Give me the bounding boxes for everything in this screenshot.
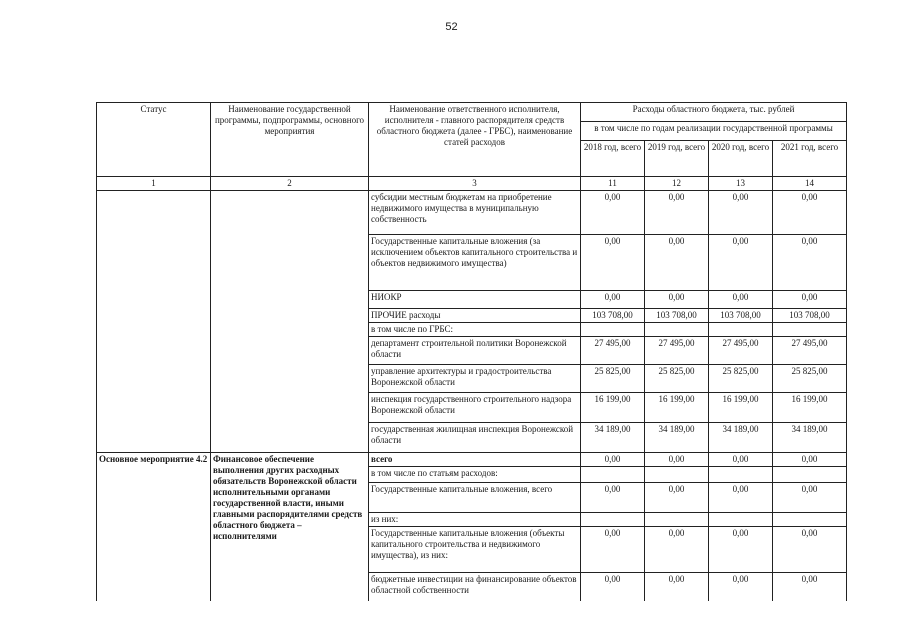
main-activity-status: Основное мероприятие 4.2 [97, 453, 211, 601]
value-cell: 0,00 [709, 191, 773, 235]
value-cell: 0,00 [645, 573, 709, 601]
column-number: 11 [581, 177, 645, 191]
value-cell [709, 323, 773, 337]
value-cell: 0,00 [645, 527, 709, 573]
row-label: Государственные капитальные вложения, всего [369, 483, 581, 513]
header-year: 2020 год, всего [709, 141, 773, 177]
row-label: управление архитектуры и градостроительства Воронежской области [369, 365, 581, 393]
row-label: Государственные капитальные вложения (за исключением объектов капитального строительства и объектов недвижимого имущества) [369, 235, 581, 291]
value-cell: 0,00 [709, 483, 773, 513]
column-number: 13 [709, 177, 773, 191]
value-cell [709, 467, 773, 483]
value-cell: 0,00 [709, 291, 773, 309]
value-cell: 0,00 [645, 291, 709, 309]
value-cell: 16 199,00 [645, 393, 709, 423]
value-cell: 34 189,00 [773, 423, 847, 453]
value-cell [773, 467, 847, 483]
value-cell: 0,00 [709, 527, 773, 573]
row-label: департамент строительной политики Воронежской области [369, 337, 581, 365]
header-year: 2019 год, всего [645, 141, 709, 177]
value-cell: 0,00 [645, 483, 709, 513]
value-cell: 25 825,00 [581, 365, 645, 393]
value-cell [645, 513, 709, 527]
value-cell: 0,00 [645, 235, 709, 291]
header-year: 2021 год, всего [773, 141, 847, 177]
value-cell: 0,00 [581, 235, 645, 291]
value-cell: 103 708,00 [581, 309, 645, 323]
value-cell: 0,00 [581, 527, 645, 573]
row-label: из них: [369, 513, 581, 527]
value-cell: 0,00 [773, 483, 847, 513]
row-label: государственная жилищная инспекция Воронежской области [369, 423, 581, 453]
value-cell: 0,00 [581, 483, 645, 513]
value-cell: 0,00 [645, 191, 709, 235]
value-cell: 0,00 [773, 527, 847, 573]
value-cell: 0,00 [581, 453, 645, 467]
value-cell: 0,00 [645, 453, 709, 467]
value-cell [709, 513, 773, 527]
header-program-name: Наименование государственной программы, подпрограммы, основного мероприятия [211, 103, 369, 177]
value-cell [581, 513, 645, 527]
value-cell: 0,00 [709, 573, 773, 601]
row-label: всего [369, 453, 581, 467]
value-cell: 0,00 [709, 235, 773, 291]
value-cell: 34 189,00 [709, 423, 773, 453]
value-cell: 16 199,00 [773, 393, 847, 423]
value-cell: 25 825,00 [645, 365, 709, 393]
header-expenses-title: Расходы областного бюджета, тыс. рублей [581, 103, 847, 122]
header-year: 2018 год, всего [581, 141, 645, 177]
value-cell: 0,00 [773, 573, 847, 601]
value-cell [645, 323, 709, 337]
value-cell: 0,00 [773, 291, 847, 309]
program-name-cell [211, 191, 369, 453]
status-cell [97, 191, 211, 453]
row-label: бюджетные инвестиции на финансирование объектов областной собственности [369, 573, 581, 601]
row-label: субсидии местным бюджетам на приобретение недвижимого имущества в муниципальную собственность [369, 191, 581, 235]
row-label: ПРОЧИЕ расходы [369, 309, 581, 323]
value-cell: 16 199,00 [581, 393, 645, 423]
row-label: в том числе по статьям расходов: [369, 467, 581, 483]
value-cell: 25 825,00 [709, 365, 773, 393]
column-number: 3 [369, 177, 581, 191]
value-cell: 103 708,00 [773, 309, 847, 323]
value-cell: 103 708,00 [645, 309, 709, 323]
value-cell: 34 189,00 [581, 423, 645, 453]
row-label: НИОКР [369, 291, 581, 309]
value-cell: 0,00 [709, 453, 773, 467]
header-executor: Наименование ответственного исполнителя, исполнителя - главного распорядителя средств областного бюджета (далее - ГРБС), наименование статей расходов [369, 103, 581, 177]
value-cell [773, 323, 847, 337]
row-label: в том числе по ГРБС: [369, 323, 581, 337]
value-cell [773, 513, 847, 527]
value-cell: 27 495,00 [709, 337, 773, 365]
table-row [97, 453, 847, 467]
value-cell: 34 189,00 [645, 423, 709, 453]
value-cell: 0,00 [581, 573, 645, 601]
value-cell: 0,00 [581, 291, 645, 309]
column-number: 14 [773, 177, 847, 191]
value-cell: 27 495,00 [645, 337, 709, 365]
value-cell [581, 323, 645, 337]
value-cell: 16 199,00 [709, 393, 773, 423]
value-cell [645, 467, 709, 483]
main-activity-name: Финансовое обеспечение выполнения других расходных обязательств Воронежской области исполнительными органами государственной власти, иными главными распорядителями средств областного бюджета – исполнителями [211, 453, 369, 601]
value-cell: 27 495,00 [581, 337, 645, 365]
table-row [97, 191, 847, 235]
header-by-years: в том числе по годам реализации государственной программы [581, 122, 847, 141]
value-cell [581, 467, 645, 483]
column-number: 1 [97, 177, 211, 191]
row-label: инспекция государственного строительного надзора Воронежской области [369, 393, 581, 423]
value-cell: 0,00 [581, 191, 645, 235]
value-cell: 25 825,00 [773, 365, 847, 393]
page-number: 52 [445, 21, 458, 33]
header-status: Статус [97, 103, 211, 177]
value-cell: 0,00 [773, 453, 847, 467]
value-cell: 0,00 [773, 235, 847, 291]
value-cell: 0,00 [773, 191, 847, 235]
column-number: 12 [645, 177, 709, 191]
column-number: 2 [211, 177, 369, 191]
row-label: Государственные капитальные вложения (объекты капитального строительства и недвижимого имущества), из них: [369, 527, 581, 573]
value-cell: 27 495,00 [773, 337, 847, 365]
budget-table [96, 102, 847, 601]
value-cell: 103 708,00 [709, 309, 773, 323]
